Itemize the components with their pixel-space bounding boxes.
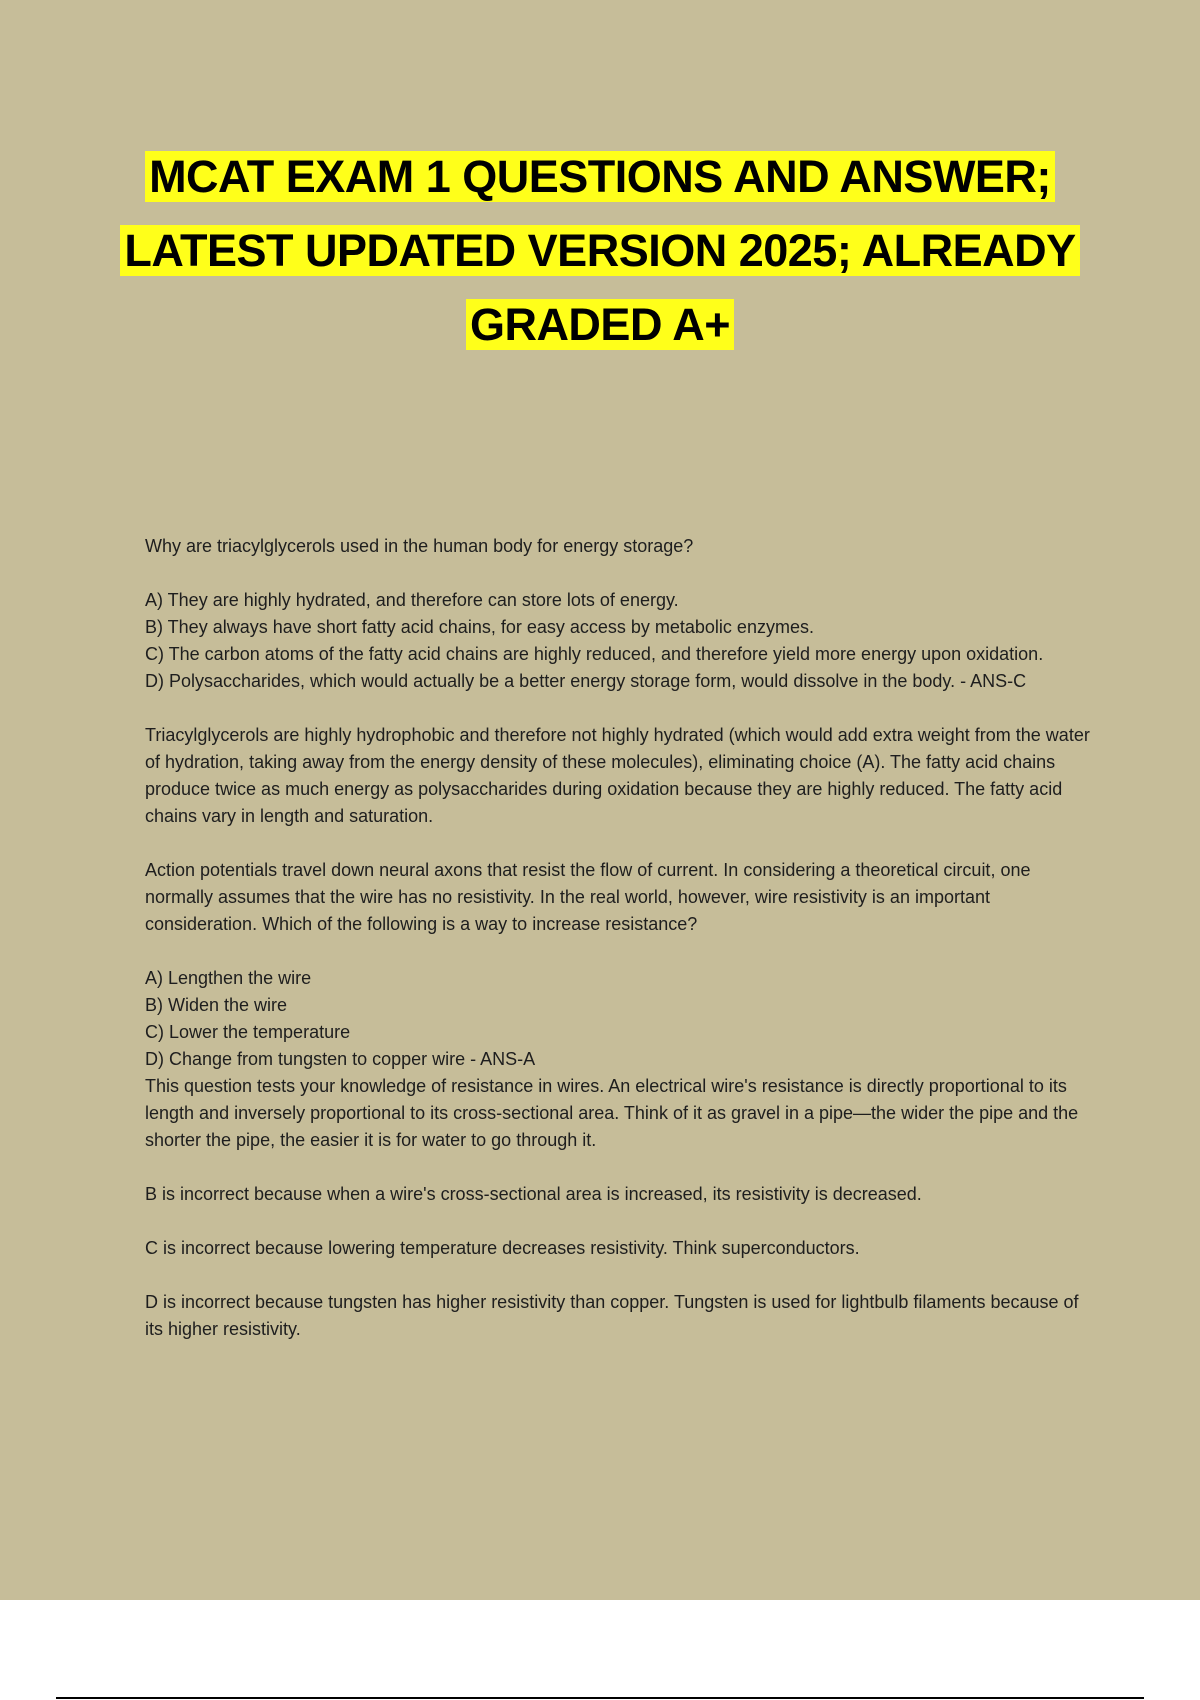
spacer [145, 560, 1090, 587]
question-2-explanation: This question tests your knowledge of resistance in wires. An electrical wire's resistance is directly proportional to its length and inversely proportional to its cross-sectional area. Think of it as gravel in a pipe—the wider the pipe and the shorter the pipe, the easier it is for water to go through it. [145, 1076, 1079, 1150]
title-line-3: GRADED A+ [0, 288, 1200, 362]
title-line-1: MCAT EXAM 1 QUESTIONS AND ANSWER; [0, 140, 1200, 214]
question-1-stem: Why are triacylglycerols used in the human body for energy storage? [145, 536, 694, 556]
question-2-option-c: C) Lower the temperature [145, 1022, 351, 1042]
question-2-stem: Action potentials travel down neural axons that resist the flow of current. In considering a theoretical circuit, one normally assumes that the wire has no resistivity. In the real world, however, wire resistivity is an important consideration. Which of the following is a way to increase resistance? [145, 860, 1031, 934]
spacer [145, 695, 1090, 722]
title-line-2: LATEST UPDATED VERSION 2025; ALREADY [0, 214, 1200, 288]
question-1-option-a: A) They are highly hydrated, and therefore can store lots of energy. [145, 590, 679, 610]
question-1-option-b: B) They always have short fatty acid chains, for easy access by metabolic enzymes. [145, 617, 814, 637]
question-2-note-b: B is incorrect because when a wire's cross-sectional area is increased, its resistivity is decreased. [145, 1184, 922, 1204]
document-title [0, 140, 1200, 362]
footer-divider [56, 1697, 1144, 1699]
question-2 [145, 857, 1090, 1343]
question-1-explanation: Triacylglycerols are highly hydrophobic and therefore not highly hydrated (which would add extra weight from the water of hydration, taking away from the energy density of these molecules), eliminating choice (A). The fatty acid chains produce twice as much energy as polysaccharides during oxidation because they are highly reduced. The fatty acid chains vary in length and saturation. [145, 725, 1090, 826]
question-2-note-d: D is incorrect because tungsten has higher resistivity than copper. Tungsten is used for lightbulb filaments because of its higher resistivity. [145, 1292, 1079, 1339]
question-1-option-d-answer: D) Polysaccharides, which would actually be a better energy storage form, would dissolve in the body. - ANS-C [145, 671, 1027, 691]
spacer [145, 1262, 1090, 1289]
question-2-option-a: A) Lengthen the wire [145, 968, 312, 988]
spacer [145, 1154, 1090, 1181]
spacer [145, 1208, 1090, 1235]
spacer [145, 938, 1090, 965]
document-body [145, 533, 1090, 1343]
spacer [145, 830, 1090, 857]
question-2-option-d-answer: D) Change from tungsten to copper wire - ANS-A [145, 1049, 536, 1069]
question-2-option-b: B) Widen the wire [145, 995, 288, 1015]
question-2-note-c: C is incorrect because lowering temperature decreases resistivity. Think superconductors. [145, 1238, 860, 1258]
question-1-option-c: C) The carbon atoms of the fatty acid chains are highly reduced, and therefore yield more energy upon oxidation. [145, 644, 1044, 664]
question-1 [145, 533, 1090, 830]
